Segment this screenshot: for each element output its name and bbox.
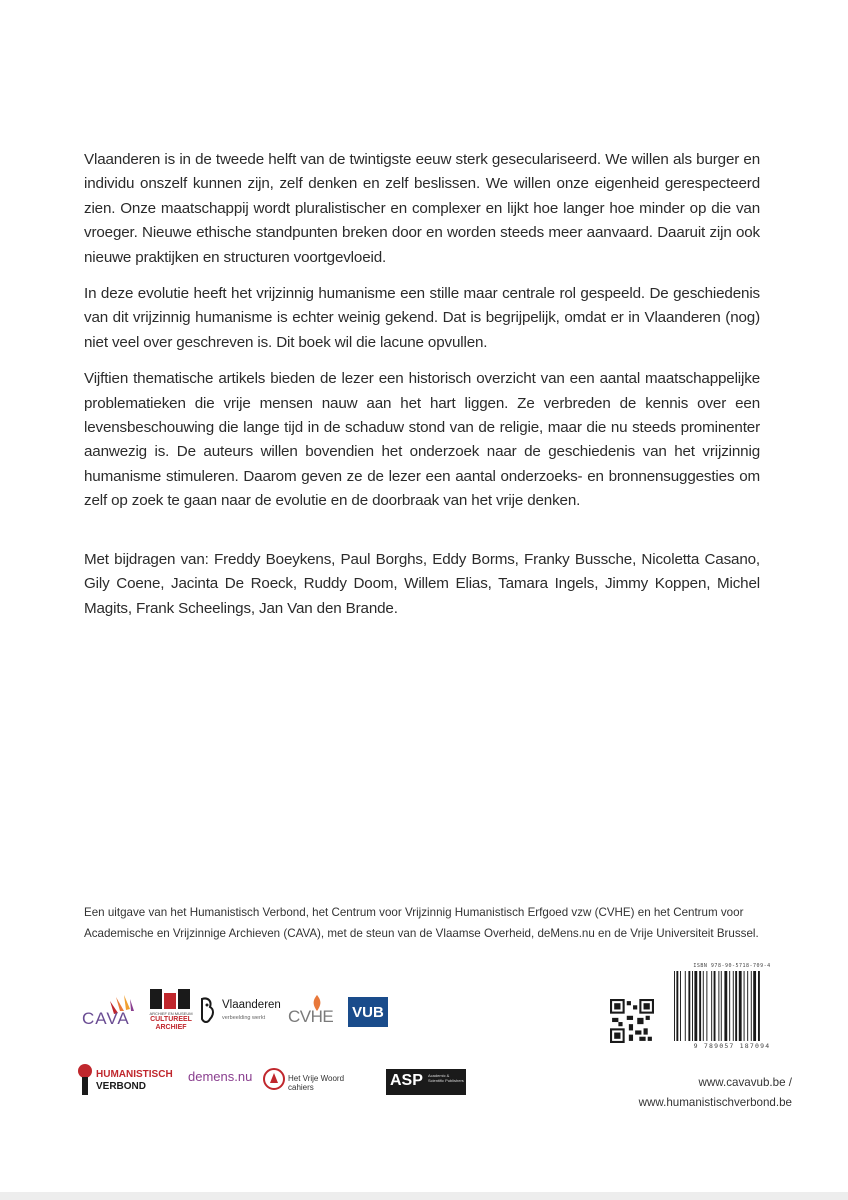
cava-text: CAVA bbox=[82, 1009, 130, 1028]
vrije-woord-logo bbox=[262, 1063, 366, 1097]
contributors-paragraph: Met bijdragen van: Freddy Boeykens, Paul Borghs, Eddy Borms, Franky Bussche, Nicoletta Casano, Gily Coene, Jacinta De Roeck, Ruddy Doom, Willem Elias, Tamara Ingels, Jimmy Koppen, Michel Magits, Frank Scheelings, Jan Van den Brande. bbox=[84, 550, 760, 617]
website-urls bbox=[606, 1073, 792, 1113]
asp-sub-text: Academic & Scientific Publishers bbox=[428, 1073, 464, 1083]
cultureel-archief-logo bbox=[148, 987, 194, 1033]
paragraph-2: In deze evolutie heeft het vrijzinnig humanisme een stille maar centrale rol gespeeld. De geschiedenis van dit vrijzinnig humanisme is echter weinig gekend. Dat is begrijpelijk, omdat er in Vlaanderen (nog) niet veel over geschreven is. Dit boek wil die lacune opvullen. bbox=[84, 285, 760, 351]
demens-logo bbox=[188, 1063, 258, 1097]
torch-icon bbox=[76, 1063, 94, 1097]
lion-icon bbox=[198, 995, 218, 1025]
qr-code-icon bbox=[610, 999, 654, 1043]
asp-logo bbox=[386, 1069, 466, 1095]
asp-text: ASP bbox=[390, 1072, 423, 1089]
paragraph-1: Vlaanderen is in de tweede helft van de twintigste eeuw sterk geseculariseerd. We willen als burger en individu onszelf kunnen zijn, zelf denken en zelf beslissen. We willen onze eigenheid gerespecteerd zien. Onze maatschappij wordt pluralistischer en complexer en lijkt hoe langer hoe minder op die van vroeger. Nieuwe ethische standpunten breken door en worden steeds meer aanvaard. Daaruit zijn ook nieuwe praktijken en structuren voortgevloeid. bbox=[84, 151, 760, 266]
demens-text: demens.nu bbox=[188, 1069, 253, 1084]
humanistisch-text-2: VERBOND bbox=[96, 1081, 147, 1092]
archief-top-text: ARCHIEF EN MUSEUM bbox=[149, 1011, 193, 1016]
cava-logo bbox=[80, 993, 142, 1033]
vub-logo bbox=[348, 997, 388, 1027]
vlaanderen-text: Vlaanderen bbox=[222, 999, 281, 1011]
url-humanistischverbond: www.humanistischverbond.be bbox=[638, 1096, 792, 1109]
archief-bottom-text: ARCHIEF bbox=[155, 1024, 187, 1031]
barcode-and-urls bbox=[606, 963, 792, 1133]
vrije-woord-text: Het Vrije Woord cahiers bbox=[288, 1074, 345, 1092]
vrije-woord-icon bbox=[262, 1067, 286, 1091]
paragraph-3: Vijftien thematische artikels bieden de lezer een historisch overzicht van een aantal maatschappelijke problematieken die vrije mensen nauw aan het hart liggen. Ze verbreden de kennis over een levensbeschouwing die lange tijd in de schaduw stond van de religie, maar die nu steeds prominenter aanwezig is. De auteurs willen bovendien het onderzoek naar de geschiedenis van het vrijzinnig humanisme stimuleren. Daarom geven ze de lezer een aantal onderzoeks- en bronnensuggesties om zelf op zoek te gaan naar de evolutie en de doorbraak van het vrije denken. bbox=[84, 370, 760, 510]
isbn-label: ISBN 978-90-5718-709-4 bbox=[693, 963, 771, 969]
humanistisch-text-1: HUMANISTISCH bbox=[96, 1069, 173, 1080]
blurb-text bbox=[84, 148, 760, 633]
sponsor-logos bbox=[76, 985, 496, 1125]
humanistisch-verbond-logo bbox=[76, 1063, 176, 1099]
archief-mid-text: CULTUREEL bbox=[150, 1016, 192, 1023]
publisher-note: Een uitgave van het Humanistisch Verbond, het Centrum voor Vrijzinnig Humanistisch Erfgoed vzw (CVHE) en het Centrum voor Academische en Vrijzinnige Archieven (CAVA), met de steun van de Vlaamse Overheid, deMens.nu en de Vrije Universiteit Brussel. bbox=[84, 906, 759, 940]
url-cavavub: www.cavavub.be / bbox=[698, 1076, 792, 1089]
cvhe-logo bbox=[288, 993, 348, 1031]
vlaanderen-sub-text: verbeelding werkt bbox=[222, 1015, 266, 1021]
barcode-icon bbox=[672, 971, 792, 1041]
barcode-number: 9 789057 187094 bbox=[693, 1042, 771, 1050]
cvhe-text: CVHE bbox=[288, 1007, 334, 1026]
page-bottom-edge bbox=[0, 1192, 848, 1200]
vlaanderen-logo bbox=[198, 995, 288, 1029]
vub-text: VUB bbox=[352, 1003, 384, 1021]
